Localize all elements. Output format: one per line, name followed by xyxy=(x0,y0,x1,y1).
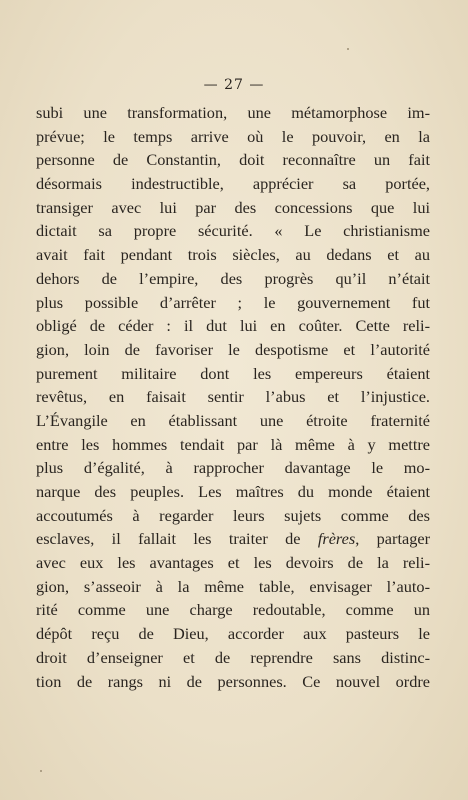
text-line: revêtus, en faisait sentir l’abus et l’injustice. xyxy=(36,387,430,407)
text-line: tion de rangs ni de personnes. Ce nouvel ordre xyxy=(36,671,430,691)
text-line: accoutumés à regarder leurs sujets comme des xyxy=(36,505,430,525)
text-line: avait fait pendant trois siècles, au dedans et au xyxy=(36,245,430,265)
text-line: plus possible d’arrêter ; le gouvernement fut xyxy=(36,292,430,312)
text-line: rité comme une charge redoutable, comme un xyxy=(36,600,430,620)
text-line: purement militaire dont les empereurs étaient xyxy=(36,363,430,383)
text-line: prévue; le temps arrive où le pouvoir, en la xyxy=(36,126,430,146)
text-line: désormais indestructible, apprécier sa portée, xyxy=(36,174,430,194)
text-line: personne de Constantin, doit reconnaître un fait xyxy=(36,150,430,170)
text-line: L’Évangile en établissant une étroite fraternité xyxy=(36,410,430,430)
text-line: dictait sa propre sécurité. « Le christianisme xyxy=(36,221,430,241)
text-line: dehors de l’empire, des progrès qu’il n’était xyxy=(36,268,430,288)
text-line: subi une transformation, une métamorphose im- xyxy=(36,103,430,122)
text-line: gion, s’asseoir à la même table, envisager l’auto- xyxy=(36,576,430,596)
text-line: entre les hommes tendait par là même à y mettre xyxy=(36,434,430,454)
text-line: gion, loin de favoriser le despotisme et l’autorité xyxy=(36,339,430,359)
text-line: dépôt reçu de Dieu, accorder aux pasteurs le xyxy=(36,624,430,644)
paper-speck xyxy=(40,770,42,772)
text-line: plus d’égalité, à rapprocher davantage le mo- xyxy=(36,458,430,478)
text-line: transiger avec lui par des concessions que lui xyxy=(36,197,430,217)
text-line: esclaves, il fallait les traiter de frères, partager xyxy=(36,529,430,549)
page-body-text xyxy=(36,101,430,693)
text-line: droit d’enseigner et de reprendre sans distinc- xyxy=(36,647,430,667)
page-number-header: — 27 — xyxy=(203,77,265,93)
paper-speck xyxy=(347,48,349,50)
text-line: avec eux les avantages et les devoirs de la reli- xyxy=(36,553,430,573)
text-line: narque des peuples. Les maîtres du monde étaient xyxy=(36,482,430,501)
text-line: obligé de céder : il dut lui en coûter. Cette reli- xyxy=(36,316,430,336)
